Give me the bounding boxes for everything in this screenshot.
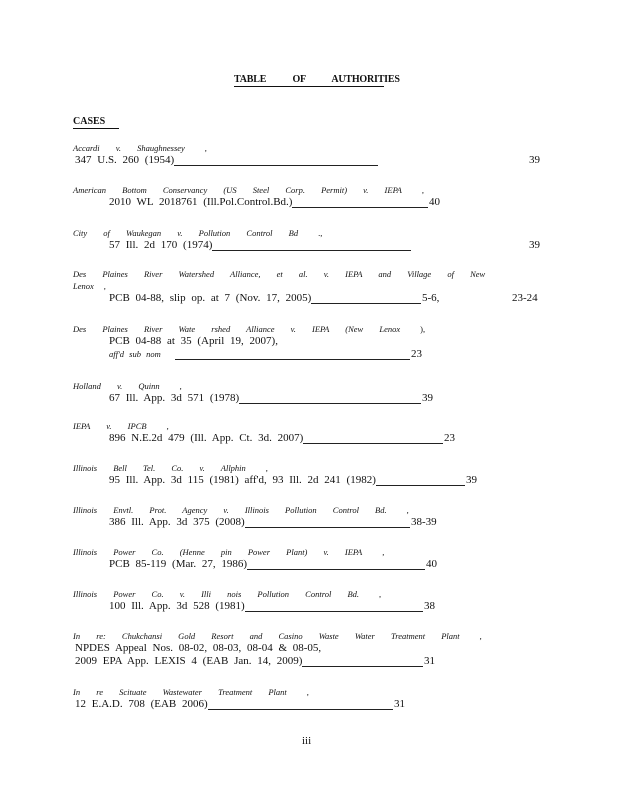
- citation-line: [73, 196, 553, 209]
- page-title: TABLE OF AUTHORITIES: [234, 74, 400, 85]
- dot-leader: [239, 403, 421, 404]
- citation-text: 57 Ill. 2d 170 (1974): [109, 239, 213, 251]
- case-name-text: Illinois Power Co. v. Illi nois Pollution Control Bd.: [73, 589, 360, 599]
- case-name-trail: .,: [318, 228, 323, 238]
- page-reference: 23-24: [512, 292, 538, 304]
- dot-leader: [175, 359, 410, 360]
- authority-entry: [73, 268, 553, 305]
- authority-entry: [73, 462, 553, 487]
- case-name-text: Holland v. Quinn: [73, 381, 160, 391]
- case-name-text: In re Scituate Wastewater Treatment Plant: [73, 687, 287, 697]
- citation-line: [73, 516, 553, 529]
- page-reference: 23: [444, 432, 455, 444]
- dot-leader: [311, 303, 421, 304]
- dot-leader: [245, 611, 423, 612]
- case-name-trail: ,: [306, 687, 309, 697]
- citation-line: [73, 642, 553, 655]
- case-name-text: Illinois Envtl. Prot. Agency v. Illinois Pollution Control Bd.: [73, 505, 387, 515]
- citation-text: 100 Ill. App. 3d 528 (1981): [109, 600, 245, 612]
- citation-line: [73, 655, 553, 668]
- authority-entry: [73, 504, 553, 529]
- citation-text: 95 Ill. App. 3d 115 (1981) aff'd, 93 Ill. 2d 241 (1982): [109, 474, 376, 486]
- case-name: [73, 546, 553, 558]
- citation-line: [73, 292, 553, 305]
- case-name-trail: ),: [420, 324, 426, 334]
- citation-line: [73, 558, 553, 571]
- case-name: [73, 268, 553, 280]
- case-name: [73, 504, 553, 516]
- case-name-text: Des Plaines River Watershed Alliance, et al. v. IEPA and Village of New: [73, 269, 486, 279]
- case-name: [73, 420, 553, 432]
- case-name-trail: ,: [382, 547, 385, 557]
- page-reference: 5-6,: [422, 292, 440, 304]
- page-reference: 40: [429, 196, 440, 208]
- page-reference: 23: [411, 348, 422, 360]
- dot-leader: [376, 485, 465, 486]
- case-name: [73, 227, 553, 239]
- case-name: [73, 323, 553, 335]
- case-name-trail: ,: [166, 421, 169, 431]
- citation-text: PCB 04-88, slip op. at 7 (Nov. 17, 2005): [109, 292, 312, 304]
- authority-entry: [73, 630, 553, 668]
- case-name-text: In re: Chukchansi Gold Resort and Casino Waste Water Treatment Plant: [73, 631, 460, 641]
- citation-line: [73, 335, 553, 348]
- title-underline: [234, 86, 384, 87]
- citation-text: PCB 85-119 (Mar. 27, 1986): [109, 558, 248, 570]
- case-name: [73, 462, 553, 474]
- page-reference: 38: [424, 600, 435, 612]
- page-number: iii: [302, 735, 312, 747]
- case-name: [73, 142, 553, 154]
- citation-line: [73, 239, 553, 252]
- dot-leader: [247, 569, 425, 570]
- citation-line: [73, 474, 553, 487]
- case-name-text: City of Waukegan v. Pollution Control Bd: [73, 228, 299, 238]
- case-name-trail: ,: [179, 381, 182, 391]
- case-name-text: Lenox: [73, 281, 94, 291]
- authority-entry: [73, 142, 553, 167]
- case-name: [73, 380, 553, 392]
- citation-line: [73, 600, 553, 613]
- dot-leader: [302, 666, 423, 667]
- case-name-text: American Bottom Conservancy (US Steel Corp. Permit) v. IEPA: [73, 185, 402, 195]
- citation-text: 67 Ill. App. 3d 571 (1978): [109, 392, 240, 404]
- page-reference: 39: [466, 474, 477, 486]
- case-name-trail: ,: [204, 143, 207, 153]
- case-name-trail: ,: [265, 463, 268, 473]
- citation-text: NPDES Appeal Nos. 08-02, 08-03, 08-04 & 08-05,: [75, 642, 322, 654]
- case-name: [73, 686, 553, 698]
- dot-leader: [212, 250, 411, 251]
- page-reference: 39: [422, 392, 433, 404]
- authority-entry: [73, 227, 553, 252]
- citation-line: [73, 154, 553, 167]
- page-reference: 38-39: [411, 516, 437, 528]
- authority-entry: [73, 420, 553, 445]
- case-name-text: Illinois Power Co. (Henne pin Power Plant) v. IEPA: [73, 547, 363, 557]
- dot-leader: [292, 207, 428, 208]
- citation-text: aff'd sub nom: [109, 349, 161, 359]
- authority-entry: [73, 686, 553, 711]
- case-name-text: IEPA v. IPCB: [73, 421, 147, 431]
- case-name-text: Des Plaines River Wate rshed Alliance v. IEPA (New Lenox: [73, 324, 401, 334]
- citation-text: 896 N.E.2d 479 (Ill. App. Ct. 3d. 2007): [109, 432, 304, 444]
- dot-leader: [208, 709, 393, 710]
- page-reference: 40: [426, 558, 437, 570]
- dot-leader: [245, 527, 410, 528]
- citation-line: [73, 698, 553, 711]
- case-name-continued: [73, 280, 553, 292]
- case-name-trail: ,: [406, 505, 409, 515]
- case-name: [73, 184, 553, 196]
- citation-text: PCB 04-88 at 35 (April 19, 2007),: [109, 335, 278, 347]
- authority-entry: [73, 323, 553, 361]
- case-name: [73, 630, 553, 642]
- case-name-trail: ,: [379, 589, 382, 599]
- authority-entry: [73, 184, 553, 209]
- citation-line: [73, 392, 553, 405]
- page-reference: 39: [529, 239, 540, 251]
- case-name-text: Accardi v. Shaughnessey: [73, 143, 185, 153]
- dot-leader: [303, 443, 443, 444]
- citation-text: 12 E.A.D. 708 (EAB 2006): [75, 698, 208, 710]
- dot-leader: [174, 165, 378, 166]
- authority-entry: [73, 588, 553, 613]
- citation-text: 2009 EPA App. LEXIS 4 (EAB Jan. 14, 2009): [75, 655, 303, 667]
- citation-line: [73, 348, 553, 361]
- section-heading-cases: CASES: [73, 116, 119, 129]
- citation-text: 2010 WL 2018761 (Ill.Pol.Control.Bd.): [109, 196, 293, 208]
- case-name-trail: ,: [103, 281, 106, 291]
- case-name-trail: ,: [479, 631, 482, 641]
- case-name-text: Illinois Bell Tel. Co. v. Allphin: [73, 463, 246, 473]
- case-name-trail: ,: [421, 185, 424, 195]
- authority-entry: [73, 380, 553, 405]
- page-reference: 31: [424, 655, 435, 667]
- citation-text: 386 Ill. App. 3d 375 (2008): [109, 516, 245, 528]
- case-name: [73, 588, 553, 600]
- authority-entry: [73, 546, 553, 571]
- page-reference: 31: [394, 698, 405, 710]
- page-reference: 39: [529, 154, 540, 166]
- citation-text: 347 U.S. 260 (1954): [75, 154, 175, 166]
- citation-line: [73, 432, 553, 445]
